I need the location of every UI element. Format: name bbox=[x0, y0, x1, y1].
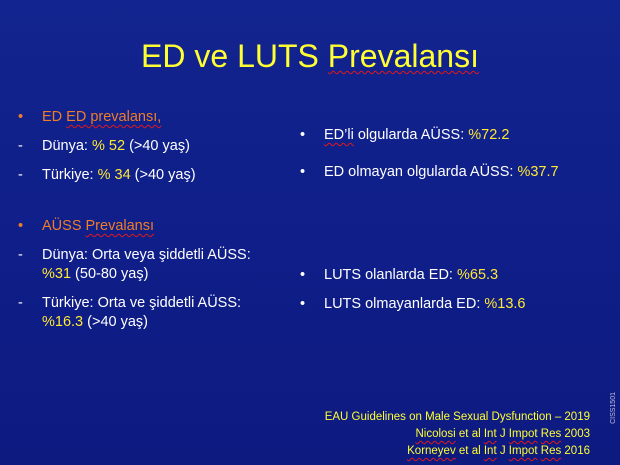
auss-world-value: %31 bbox=[42, 266, 72, 282]
ed-turkey-text: Türkiye: % 34 (>40 yaş) bbox=[42, 167, 196, 183]
auss-turkey-text: Türkiye: Orta ve şiddetli AÜSS: %16.3 (>40 yaş) bbox=[42, 295, 242, 330]
bullet-icon: • bbox=[18, 109, 24, 125]
auss-turkey-row bbox=[18, 294, 288, 332]
ed-auss-value: %72.2 bbox=[468, 127, 510, 143]
dash-icon: - bbox=[18, 247, 23, 263]
no-ed-auss-value: %37.7 bbox=[517, 164, 559, 180]
ed-world-text: Dünya: % 52 (>40 yaş) bbox=[42, 138, 190, 154]
slide-title bbox=[0, 38, 620, 75]
dash-icon: - bbox=[18, 295, 23, 311]
bullet-icon: • bbox=[300, 296, 306, 312]
reference-1: EAU Guidelines on Male Sexual Dysfunction – 2019 bbox=[324, 411, 590, 423]
side-code: CISS1501 bbox=[610, 392, 617, 424]
auss-heading-row bbox=[18, 217, 288, 236]
reference-3: Korneyev et al Int J Impot Res 2016 bbox=[407, 445, 590, 457]
right-item-1: • ED’li olgularda AÜSS: %72.2 bbox=[300, 127, 510, 143]
auss-turkey-value: %16.3 bbox=[42, 314, 84, 330]
left-column bbox=[18, 108, 288, 342]
auss-world-row bbox=[18, 246, 288, 284]
dash-icon: - bbox=[18, 138, 23, 154]
bullet-icon: • bbox=[300, 267, 306, 283]
auss-world-text: Dünya: Orta veya şiddetli AÜSS: %31 (50-80 yaş) bbox=[42, 247, 251, 282]
bullet-icon: • bbox=[300, 127, 306, 143]
ed-turkey-value: % 34 bbox=[97, 167, 131, 183]
right-item-3: • LUTS olanlarda ED: %65.3 bbox=[300, 267, 499, 283]
right-item-4: • LUTS olmayanlarda ED: %13.6 bbox=[300, 296, 526, 312]
bullet-icon: • bbox=[18, 218, 24, 234]
luts-ed-value: %65.3 bbox=[456, 267, 499, 283]
reference-2: Nicolosi et al Int J Impot Res 2003 bbox=[415, 428, 590, 440]
ed-world-value: % 52 bbox=[91, 138, 126, 154]
auss-heading: AÜSS Prevalansı bbox=[42, 218, 155, 234]
title-part-1: ED ve LUTS bbox=[141, 38, 328, 74]
ed-heading-row bbox=[18, 108, 288, 127]
dash-icon: - bbox=[18, 167, 23, 183]
references bbox=[325, 409, 590, 460]
bullet-icon: • bbox=[300, 164, 306, 180]
ed-world-row bbox=[18, 137, 288, 156]
right-item-2: • ED olmayan olgularda AÜSS: %37.7 bbox=[300, 164, 559, 180]
ed-heading-word: ED prevalansı, bbox=[66, 109, 162, 125]
no-luts-ed-value: %13.6 bbox=[484, 296, 526, 312]
title-part-2: Prevalansı bbox=[327, 38, 479, 74]
right-column bbox=[300, 126, 600, 324]
ed-turkey-row bbox=[18, 166, 288, 185]
ed-heading: ED ED prevalansı, bbox=[42, 109, 162, 125]
